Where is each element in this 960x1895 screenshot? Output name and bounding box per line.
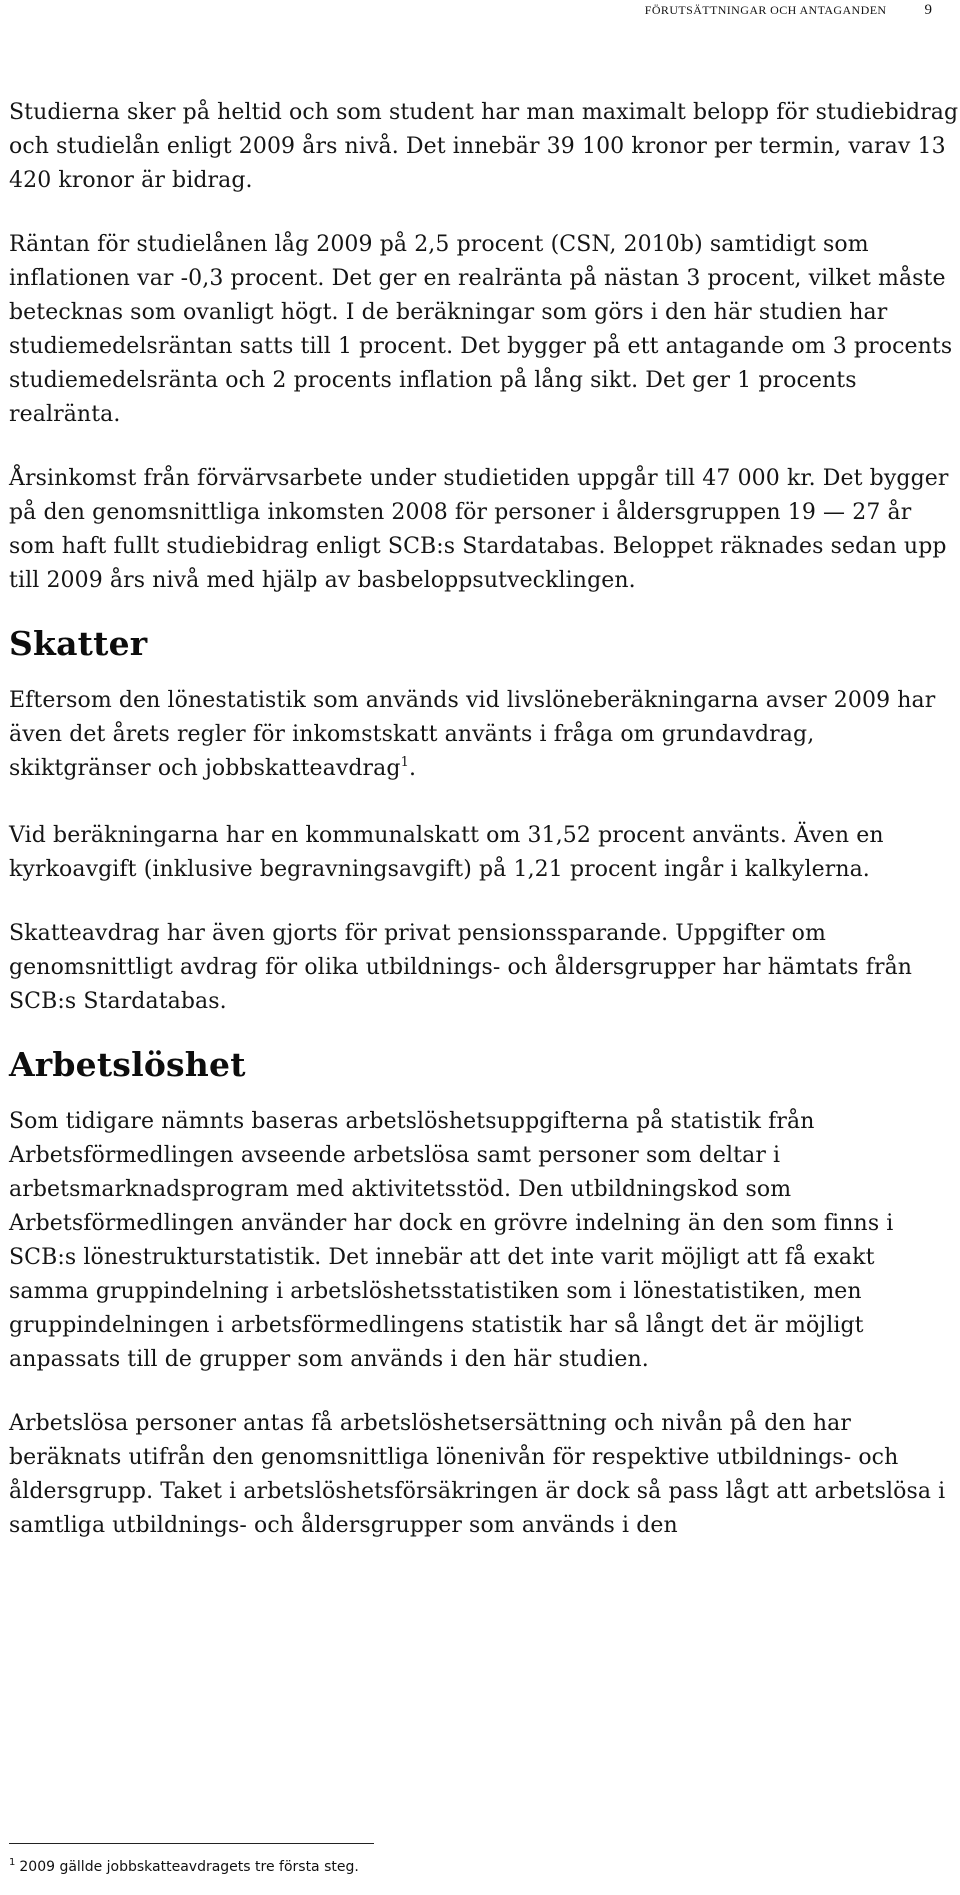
paragraph-skatter-regler-text: Eftersom den lönestatistik som används vid livslöneberäkningarna avser 2009 har även det årets regler för inkomstskatt använts i fråga om grundavdrag, skiktgränser och jobbskatteavdrag <box>9 688 936 781</box>
page-number: 9 <box>924 1 932 18</box>
paragraph-studier: Studierna sker på heltid och som student har man maximalt belopp för studiebidrag och studielån enligt 2009 års nivå. Det innebär 39 100 kronor per termin, varav 13 420 kronor är bidrag. <box>9 100 959 193</box>
paragraph-skatter-regler <box>9 684 959 789</box>
page-content <box>9 96 959 1573</box>
footnote-divider <box>9 1843 374 1844</box>
heading-arbetsloshet: Arbetslöshet <box>9 1045 246 1084</box>
footnote-text: 2009 gällde jobbskatteavdragets tre första steg. <box>19 1859 359 1875</box>
paragraph-kommunalskatt: Vid beräkningarna har en kommunalskatt om 31,52 procent använts. Även en kyrkoavgift (inklusive begravningsavgift) på 1,21 procent ingår i kalkylerna. <box>9 823 884 882</box>
running-header <box>645 0 932 20</box>
paragraph-ranta: Räntan för studielånen låg 2009 på 2,5 procent (CSN, 2010b) samtidigt som inflationen var -0,3 procent. Det ger en realränta på nästan 3 procent, vilket måste betecknas som ovanligt högt. I de beräkningar som görs i den här studien har studiemedelsräntan satts till 1 procent. Det bygger på ett antagande om 3 procents studiemedelsränta och 2 procents inflation på lång sikt. Det ger 1 procents realränta. <box>9 232 953 427</box>
sentence-end: . <box>408 756 417 781</box>
footnote-reference: 1 <box>400 755 409 770</box>
paragraph-arbetsloshet-ersattning: Arbetslösa personer antas få arbetslöshetsersättning och nivån på den har beräknats utifrån den genomsnittliga lönenivån för respektive utbildnings- och åldersgrupp. Taket i arbetslöshetsförsäkringen är dock så pass lågt att arbetslösa i samtliga utbildnings- och åldersgrupper som används i den <box>9 1411 946 1538</box>
heading-skatter: Skatter <box>9 624 148 663</box>
section-title: FÖRUTSÄTTNINGAR OCH ANTAGANDEN <box>644 2 887 17</box>
paragraph-arsinkomst: Årsinkomst från förvärvsarbete under studietiden uppgår till 47 000 kr. Det bygger på den genomsnittliga inkomsten 2008 för personer i åldersgruppen 19 — 27 år som haft fullt studiebidrag enligt SCB:s Stardatabas. Beloppet räknades sedan upp till 2009 års nivå med hjälp av basbeloppsutvecklingen. <box>9 466 949 593</box>
paragraph-arbetsloshet-statistik: Som tidigare nämnts baseras arbetslöshetsuppgifterna på statistik från Arbetsförmedlingen avseende arbetslösa samt personer som deltar i arbetsmarknadsprogram med aktivitetsstöd. Den utbildningskod som Arbetsförmedlingen använder har dock en grövre indelning än den som finns i SCB:s lönestrukturstatistik. Det innebär att det inte varit möjligt att få exakt samma gruppindelning i arbetslöshetsstatistiken som i lönestatistiken, men gruppindelningen i arbetsförmedlingens statistik har så långt det är möjligt anpassats till de grupper som används i den här studien. <box>9 1109 894 1372</box>
footnote <box>9 1858 359 1878</box>
paragraph-skatteavdrag: Skatteavdrag har även gjorts för privat pensionssparande. Uppgifter om genomsnittligt avdrag för olika utbildnings- och åldersgrupper har hämtats från SCB:s Stardatabas. <box>9 921 913 1014</box>
footnote-number: 1 <box>9 1857 16 1868</box>
